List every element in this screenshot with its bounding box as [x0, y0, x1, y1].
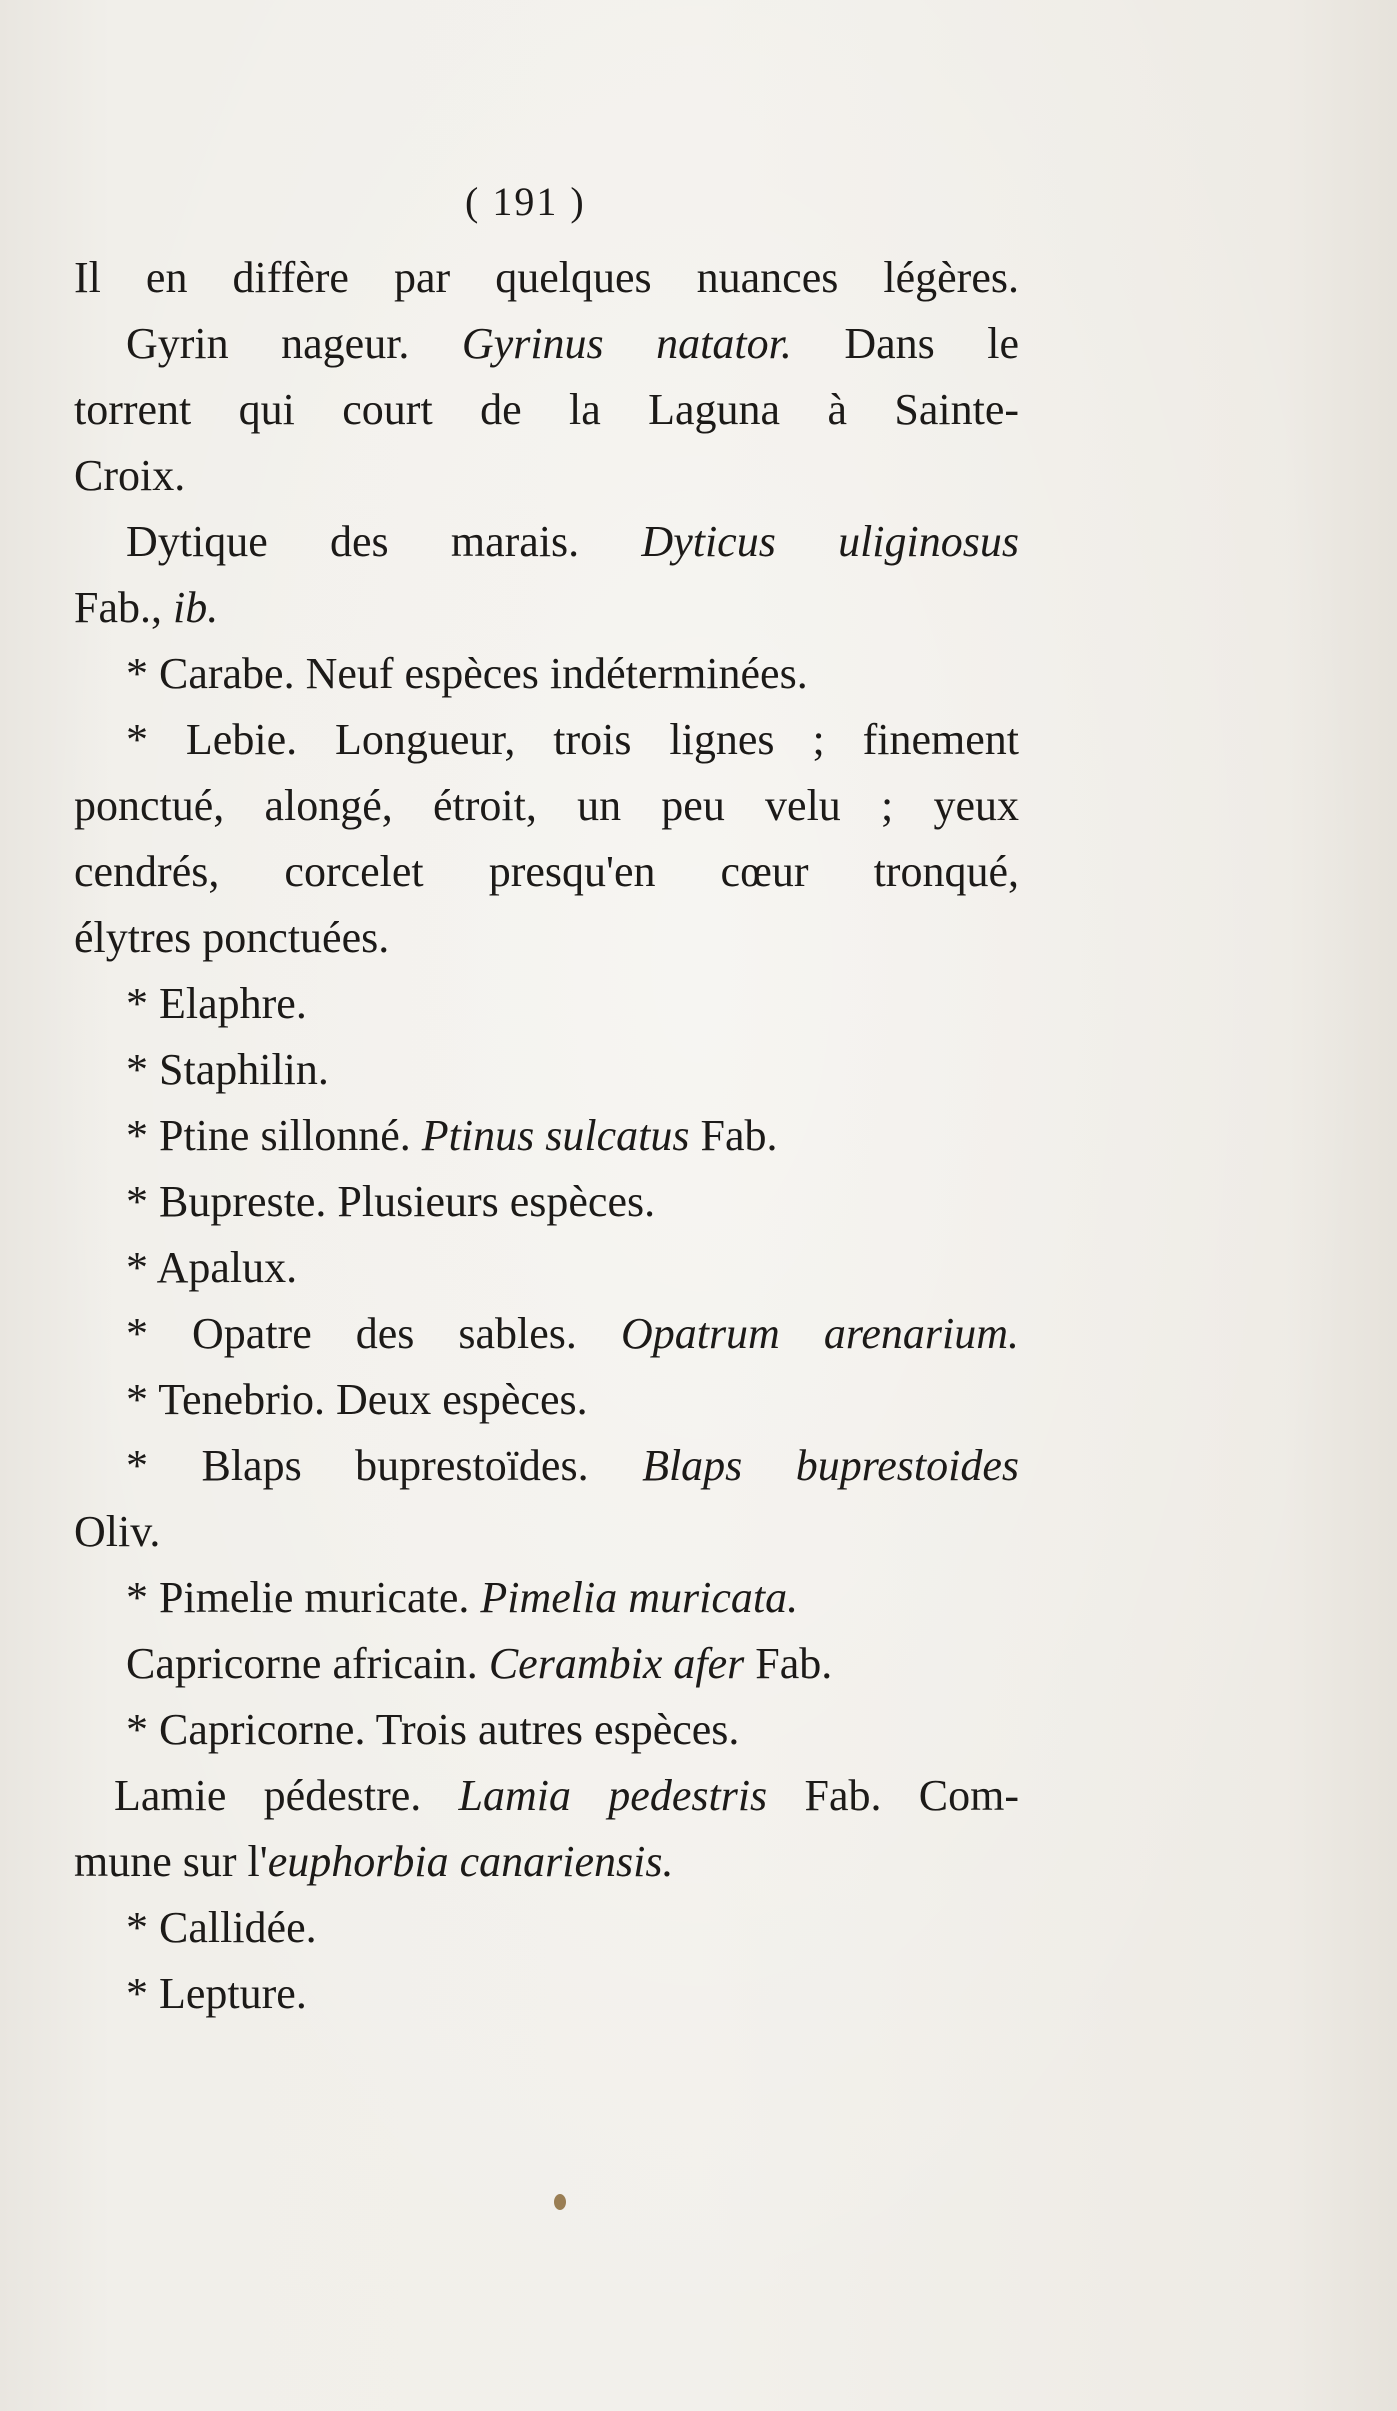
- line-7-text: * Carabe. Neuf espèces indéterminées.: [126, 649, 808, 698]
- line-6-roman: Fab.,: [74, 583, 173, 632]
- line-2-tail: Dans le: [791, 319, 1019, 368]
- text-line-8: [126, 715, 1019, 764]
- line-27-text: * Lepture.: [126, 1969, 307, 2018]
- text-line-27: [126, 1969, 307, 2018]
- line-13-text: * Staphilin.: [126, 1045, 329, 1094]
- text-line-16: [126, 1243, 298, 1292]
- line-24-latin-name: Lamia pedestris: [458, 1771, 768, 1820]
- text-line-24: [114, 1771, 1019, 1820]
- text-line-1: [74, 253, 1019, 302]
- text-line-23: [126, 1705, 740, 1754]
- line-5-latin-name: Dyticus uliginosus: [641, 517, 1019, 566]
- line-8-text: * Lebie. Longueur, trois lignes ; finement: [126, 715, 1019, 764]
- line-21-latin-name: Pimelia muricata.: [480, 1573, 799, 1622]
- line-22-latin-name: Cerambix afer: [488, 1639, 745, 1688]
- text-line-2: [126, 319, 1019, 368]
- line-19-roman: * Blaps buprestoïdes.: [126, 1441, 643, 1490]
- line-22-tail: Fab.: [744, 1639, 833, 1688]
- text-line-17: [126, 1309, 1019, 1358]
- line-4-text: Croix.: [74, 451, 186, 500]
- line-25-roman: mune sur l': [74, 1837, 268, 1886]
- line-12-text: * Elaphre.: [126, 979, 307, 1028]
- text-line-21: [126, 1573, 799, 1622]
- text-line-5: [126, 517, 1019, 566]
- text-line-26: [126, 1903, 317, 1952]
- text-line-10: [74, 847, 1019, 896]
- text-line-18: [126, 1375, 588, 1424]
- text-line-11: [74, 913, 390, 962]
- line-16-text: * Apalux.: [126, 1243, 298, 1292]
- text-line-4: [74, 451, 186, 500]
- line-17-latin-name: Opatrum arenarium.: [620, 1309, 1019, 1358]
- line-2-roman: Gyrin nageur.: [126, 319, 462, 368]
- line-14-latin-name: Ptinus sulcatus: [421, 1111, 690, 1160]
- line-25-latin-name: euphorbia canariensis.: [267, 1837, 674, 1886]
- line-1-text: Il en diffère par quelques nuances légères.: [74, 253, 1019, 302]
- text-line-14: [126, 1111, 778, 1160]
- text-line-12: [126, 979, 307, 1028]
- line-6-italic: ib.: [173, 583, 219, 632]
- line-5-roman: Dytique des marais.: [126, 517, 642, 566]
- line-11-text: élytres ponctuées.: [74, 913, 390, 962]
- page-number: ( 191 ): [465, 179, 586, 224]
- ink-spot: [554, 2194, 566, 2210]
- line-9-text: ponctué, alongé, étroit, un peu velu ; yeux: [74, 781, 1019, 830]
- text-line-22: [126, 1639, 833, 1688]
- text-line-19: [126, 1441, 1020, 1490]
- text-line-15: [126, 1177, 656, 1226]
- line-18-text: * Tenebrio. Deux espèces.: [126, 1375, 588, 1424]
- line-26-text: * Callidée.: [126, 1903, 317, 1952]
- line-21-roman: * Pimelie muricate.: [126, 1573, 481, 1622]
- line-14-roman: * Ptine sillonné.: [126, 1111, 422, 1160]
- text-line-25: [74, 1837, 674, 1886]
- line-14-tail: Fab.: [689, 1111, 778, 1160]
- text-line-3: [74, 385, 1019, 434]
- line-20-text: Oliv.: [74, 1507, 161, 1556]
- text-line-9: [74, 781, 1019, 830]
- line-24-tail: Fab. Com-: [767, 1771, 1019, 1820]
- line-22-roman: Capricorne africain.: [126, 1639, 489, 1688]
- text-line-7: [126, 649, 808, 698]
- text-line-13: [126, 1045, 329, 1094]
- text-line-6: [74, 583, 219, 632]
- line-24-roman: Lamie pédestre.: [114, 1771, 459, 1820]
- line-17-roman: * Opatre des sables.: [126, 1309, 621, 1358]
- line-3-text: torrent qui court de la Laguna à Sainte-: [74, 385, 1019, 434]
- text-line-20: [74, 1507, 161, 1556]
- line-2-latin-name: Gyrinus natator.: [461, 319, 792, 368]
- line-15-text: * Bupreste. Plusieurs espèces.: [126, 1177, 656, 1226]
- line-23-text: * Capricorne. Trois autres espèces.: [126, 1705, 740, 1754]
- line-19-latin-name: Blaps buprestoides: [642, 1441, 1020, 1490]
- line-10-text: cendrés, corcelet presqu'en cœur tronqué,: [74, 847, 1019, 896]
